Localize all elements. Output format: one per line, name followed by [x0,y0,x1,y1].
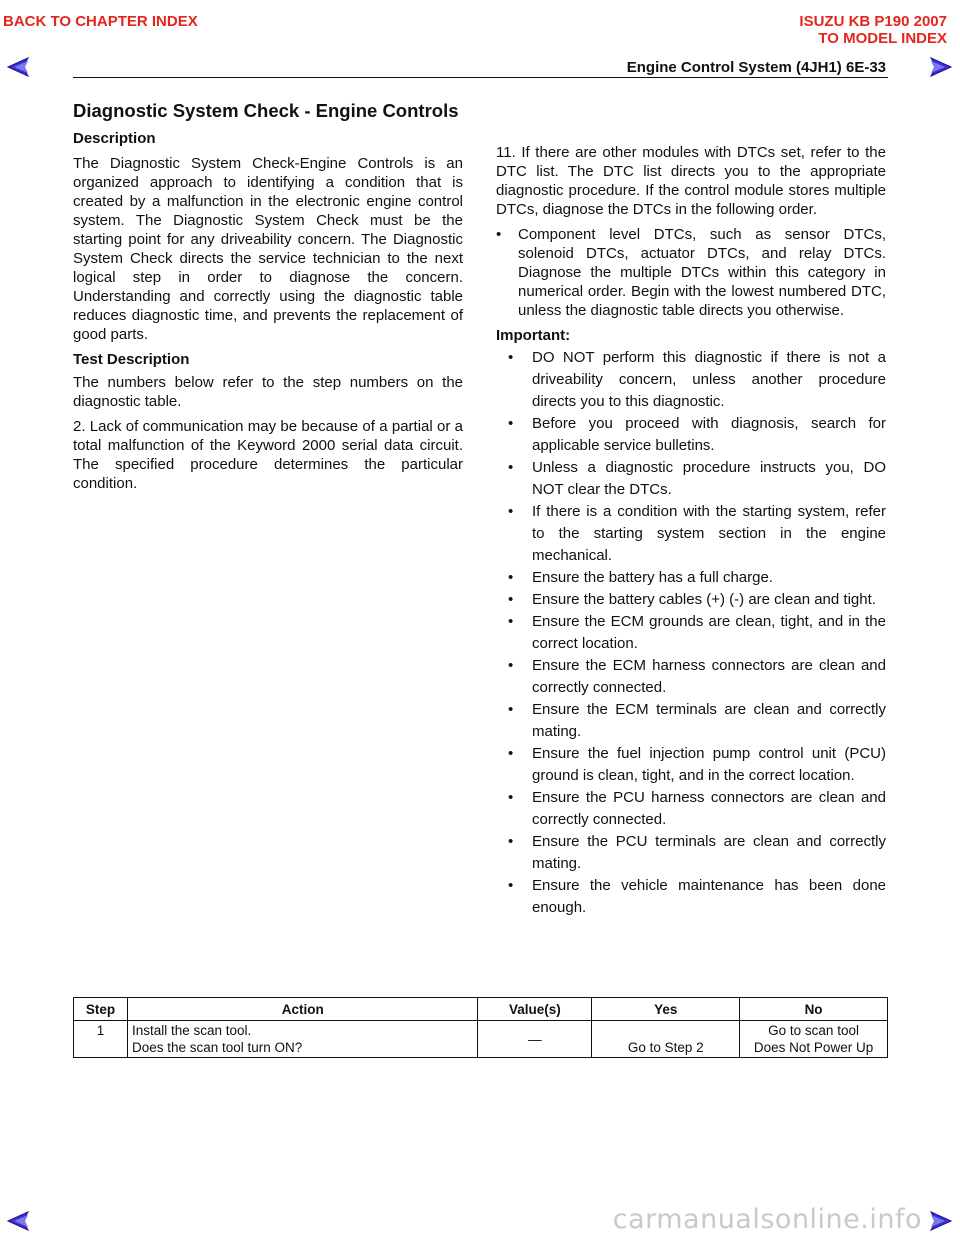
bullet-icon: • [508,459,514,476]
action-column-header: Action [127,998,477,1021]
description-heading: Description [73,130,156,147]
step-2-text: 2. Lack of communication may be because of a partial or a total malfunction of the Keyword 2000 serial data circuit. The specified procedure determines the particular condition. [73,418,463,492]
bullet-icon: • [508,833,514,850]
important-item-text: DO NOT perform this diagnostic if there is not a driveability concern, unless another procedure directs you to this diagnostic. [532,349,886,410]
important-item-text: Ensure the fuel injection pump control unit (PCU) ground is clean, tight, and in the correct location. [532,745,886,784]
step-column-header: Step [74,998,128,1021]
yes-column-header: Yes [592,998,740,1021]
important-item-text: Ensure the ECM harness connectors are clean and correctly connected. [532,657,886,696]
bullet-icon: • [508,789,514,806]
important-item-text: Ensure the vehicle maintenance has been done enough. [532,877,886,916]
next-page-arrow-icon[interactable] [923,56,953,78]
important-item [496,567,886,589]
no-cell [740,1021,888,1058]
left-column [73,101,463,493]
important-item [496,831,886,875]
bullet-icon: • [508,349,514,366]
important-item-text: Ensure the battery cables (+) (-) are clean and tight. [532,591,876,608]
bullet-icon: • [496,226,502,243]
table-row [74,1021,888,1058]
values-cell: — [478,1021,592,1058]
page-header-title: Engine Control System (4JH1) 6E-33 [626,59,886,76]
table-header-row [74,998,888,1021]
important-item [496,655,886,699]
values-column-header: Value(s) [478,998,592,1021]
yes-cell [592,1021,740,1058]
action-cell [127,1021,477,1058]
bullet-icon: • [508,701,514,718]
header-divider [73,77,888,78]
step-cell: 1 [74,1021,128,1058]
important-item-text: Ensure the PCU harness connectors are clean and correctly connected. [532,789,886,828]
important-item-text: Ensure the ECM terminals are clean and correctly mating. [532,701,886,740]
test-description-heading: Test Description [73,351,190,368]
bullet-icon: • [508,745,514,762]
bullet-icon: • [508,503,514,520]
important-item [496,611,886,655]
important-item-text: Before you proceed with diagnosis, search for applicable service bulletins. [532,415,886,454]
bullet-icon: • [508,613,514,630]
no-line[interactable]: Does Not Power Up [753,1040,874,1055]
section-title: Diagnostic System Check - Engine Controls [73,100,459,121]
back-to-chapter-index-link[interactable]: BACK TO CHAPTER INDEX [3,13,198,30]
important-item [496,457,886,501]
previous-page-bottom-arrow-icon[interactable] [6,1210,36,1232]
important-item [496,699,886,743]
action-line: Does the scan tool turn ON? [131,1040,303,1055]
bullet-icon: • [508,877,514,894]
bullet-icon: • [508,569,514,586]
description-text: The Diagnostic System Check-Engine Controls is an organized approach to identifying a condition that is created by a malfunction in the electronic engine control system. The Diagnostic System Check must be the starting point for any driveability concern. The Diagnostic System Check directs the service technician to the next logical step in order to diagnose the concern. Understanding and correctly using the diagnostic table reduces diagnostic time, and prevents the replacement of good parts. [73,155,463,343]
test-description-text: The numbers below refer to the step numbers on the diagnostic table. [73,374,463,410]
to-model-index-link[interactable]: TO MODEL INDEX [818,30,947,47]
component-dtc-bullet: • Component level DTCs, such as sensor DTCs, solenoid DTCs, actuator DTCs, and relay DTCs. Diagnose the multiple DTCs within this category in numerical order. Begin with the lowest numbered DTC, unless the diagnostic table directs you otherwise. [496,226,886,319]
important-item [496,875,886,919]
important-item [496,743,886,787]
important-item-text: Unless a diagnostic procedure instructs you, DO NOT clear the DTCs. [532,459,886,498]
important-item-text: Ensure the PCU terminals are clean and correctly mating. [532,833,886,872]
go-to-step-2-link[interactable]: Go to Step 2 [627,1040,704,1055]
previous-page-arrow-icon[interactable] [6,56,36,78]
action-line: Install the scan tool. [131,1023,252,1038]
important-item [496,501,886,567]
no-column-header: No [740,998,888,1021]
important-item-text: Ensure the ECM grounds are clean, tight, and in the correct location. [532,613,886,652]
important-item [496,413,886,457]
important-item [496,589,886,611]
important-item [496,347,886,413]
bullet-icon: • [508,415,514,432]
right-column [496,143,886,919]
no-line[interactable]: Go to scan tool [768,1023,859,1038]
important-list [496,347,886,919]
important-item [496,787,886,831]
bullet-icon: • [508,591,514,608]
watermark-text: carmanualsonline.info [612,1204,922,1235]
bullet-icon: • [508,657,514,674]
important-label: Important: [496,327,571,344]
next-page-bottom-arrow-icon[interactable] [923,1210,953,1232]
model-line-label: ISUZU KB P190 2007 [799,13,947,30]
important-item-text: Ensure the battery has a full charge. [532,569,773,586]
diagnostic-table [73,997,888,1058]
important-item-text: If there is a condition with the starting system, refer to the starting system section in the engine mechanical. [532,503,886,564]
step-11-text: 11. If there are other modules with DTCs set, refer to the DTC list. The DTC list directs you to the appropriate diagnostic procedure. If the control module stores multiple DTCs, diagnose the DTCs in the following order. [496,144,886,218]
